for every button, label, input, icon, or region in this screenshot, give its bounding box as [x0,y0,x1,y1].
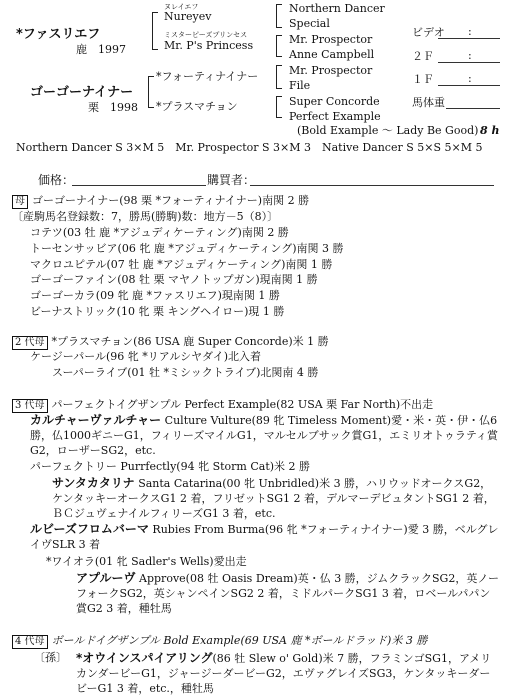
third-dam-head: 3 代母 パーフェクトイグザンプル Perfect Example(82 USA 栗 Far North)不出走 [12,398,433,413]
third-dam-tag: 3 代母 [12,399,48,413]
video-label: ビデオ [412,26,445,39]
g4-8: Perfect Example [289,110,381,123]
sire-dam-kana: ミスターピーズプリンセス [164,31,248,39]
dam-meta: 栗 1998 [88,101,138,114]
awe-inspiring-entry: *オウインスパイアリング(86 牡 Slew o' Gold)米 7 勝，フラミンゴSG1，アメリカンダービーG1，ジャージーダービーG2，エヴァグレイズSG3，ケンタッキーダービーG1 3 着，etc.，種牡馬 [76,651,492,695]
sire-name: *ファスリエフ [16,27,101,42]
second-dam-tag: 2 代母 [12,336,48,350]
g4-2: Special [289,17,330,30]
weight-field[interactable] [446,96,500,109]
wyola-entry: *ワイオラ(01 牝 Sadler's Wells)愛出走 [46,555,247,568]
sire-sire-name: Nureyev [164,10,212,23]
grandchild-label: 〔孫〕 [34,651,67,664]
dam-section-line-1: 〔産駒馬名登録数：7，勝馬(勝駒)数：地方－5（8）〕 [12,210,279,223]
dam-section-line-4: マクロユピテル(07 牡 鹿 *アジュディケーティング)南関 1 勝 [30,258,333,271]
purrfectly-entry: パーフェクトリー Purrfectly(94 牝 Storm Cat)米 2 勝 [30,460,311,473]
g4-6: File [289,79,311,92]
bottom-line-note: (Bold Example ～ Lady Be Good) [297,124,479,137]
dam-section-line-3: トーセンサッビア(06 牝 鹿 *アジュディケーティング)南関 3 勝 [30,242,344,255]
rubies-from-burma-name: ルビーズフロムバーマ [30,522,149,536]
g4-bracket-4 [276,96,282,118]
sire-bracket [152,12,158,50]
price-label: 価格： [38,173,75,187]
rubies-from-burma-entry: ルビーズフロムバーマ Rubies From Burma(96 牝 *フォーティナイナー)愛 3 勝，ベルグレイヴSLR 3 着 [30,522,499,551]
price-field[interactable] [72,185,206,186]
sire-sire-kana: ヌレイエフ [164,3,199,11]
dam-dam: *プラスマチョン [156,100,238,113]
santa-catarina-name: サンタカタリナ [52,476,135,490]
2f-label: ２Ｆ [412,50,434,63]
dam-section-tag: 母 [12,195,28,209]
g4-5: Mr. Prospector [289,64,373,77]
g4-bracket-3 [276,65,282,89]
dam-section-line-5: ゴーゴーファイン(08 牡 栗 マヤノトップガン)現南関 1 勝 [30,273,318,286]
g4-bracket-1 [276,4,282,28]
g4-bracket-2 [276,35,282,57]
video-field[interactable]: : [438,26,500,39]
inbreeding-line: Northern Dancer S 3×M 5 Mr. Prospector S 3×M 3 Native Dancer S 5×S 5×M 5 [16,141,483,154]
second-dam-line-0: 2 代母 *プラスマチョン(86 USA 鹿 Super Concorde)米 1 勝 [12,335,329,350]
buyer-label: 購買者： [207,173,256,187]
2f-field[interactable]: : [438,50,500,63]
dam-section-line-6: ゴーゴーカラ(09 牝 鹿 *ファスリエフ)現南関 1 勝 [30,289,280,302]
sire-meta: 鹿 1997 [76,43,126,56]
hair-count: 8 h [480,124,500,137]
weight-label: 馬体重 [412,96,445,109]
culture-vulture-name: カルチャーヴァルチャー [30,413,162,427]
g4-4: Anne Campbell [289,48,375,61]
second-dam-line-2: スーパーライブ(01 牡 *ミシックトライブ)北関南 4 勝 [52,366,319,379]
dam-section-line-7: ビーナストリック(10 牝 栗 キングヘイロー)現 1 勝 [30,305,285,318]
g4-3: Mr. Prospector [289,33,373,46]
1f-label: １Ｆ [412,73,434,86]
approve-name: アプルーヴ [76,571,136,585]
fourth-dam-head: 4 代母 ボールドイグザンプル Bold Example(69 USA 鹿 *ボールドラッド)米 3 勝 [12,634,427,649]
dam-name: ゴーゴーナイナー [30,85,134,100]
awe-inspiring-name: *オウインスパイアリング [76,651,213,665]
dam-bracket [148,76,154,108]
dam-sire: *フォーティナイナー [156,70,259,83]
g4-1: Northern Dancer [289,2,385,15]
dam-section-line-2: コテツ(03 牡 鹿 *アジュディケーティング)南関 2 勝 [30,226,289,239]
second-dam-line-1: ケージーパール(96 牝 *リアルシヤダイ)北入着 [30,350,262,363]
1f-field[interactable]: : [438,73,500,86]
buyer-field[interactable] [250,185,494,186]
fourth-dam-tag: 4 代母 [12,635,48,649]
sire-dam-name: Mr. P's Princess [164,39,254,52]
culture-vulture-entry: カルチャーヴァルチャー Culture Vulture(89 牝 Timeless Moment)愛・米・英・伊・仏6 勝，仏1000ギニーG1，フィリーズマイルG1，マルセルブサック賞G1，エミリオトゥラティ賞G2，ローザーSG2，etc. [30,413,498,457]
santa-catarina-entry: サンタカタリナ Santa Catarina(00 牝 Unbridled)米 3 勝，ハリウッドオークスG2，ケンタッキーオークスG1 2 着，フリゼットSG1 2 着，デルマーデビュタントSG1 2 着，ＢＣジュヴェナイルフィリーズG1 3 着，etc. [52,476,495,520]
dam-section-line-0: 母 ゴーゴーナイナー(98 栗 *フォーティナイナー)南関 2 勝 [12,194,309,209]
approve-entry: アプルーヴ Approve(08 牡 Oasis Dream)英・仏 3 勝，ジムクラックSG2，英ノーフォークSG2，英シャンペインSG2 2 着，ミドルパークSG1 3 着，ロベールパパン賞G2 3 着，種牡馬 [76,571,500,615]
g4-7: Super Concorde [289,95,380,108]
